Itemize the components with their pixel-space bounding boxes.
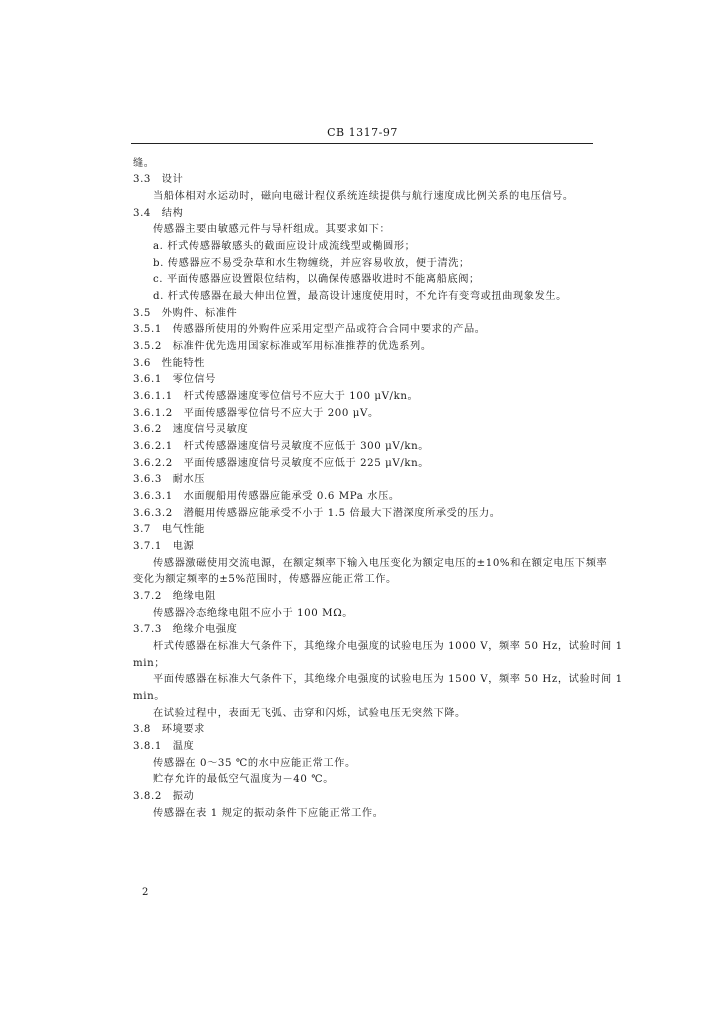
- text-line: 3.5 外购件、标准件: [133, 308, 238, 319]
- text-line: 3.6.1.2 平面传感器零位信号不应大于 200 μV。: [133, 408, 379, 419]
- text-line: 3.6.2.2 平面传感器速度信号灵敏度不应低于 225 μV/kn。: [133, 458, 430, 469]
- text-line: 贮存允许的最低空气温度为－40 ℃。: [153, 774, 335, 785]
- text-line: 3.8 环境要求: [133, 724, 205, 735]
- text-line: 3.6 性能特性: [133, 358, 205, 369]
- text-line: c. 平面传感器应设置限位结构，以确保传感器收进时不能离船底阀；: [153, 274, 480, 285]
- text-line: b. 传感器应不易受杂草和水生物缠绕，并应容易收放，便于清洗；: [153, 258, 470, 269]
- text-line: 3.6.2 速度信号灵敏度: [133, 424, 249, 435]
- page-number: 2: [142, 887, 149, 898]
- text-line: 3.5.2 标准件优先选用国家标准或军用标准推荐的优选系列。: [133, 341, 432, 352]
- text-line: 3.8.1 温度: [133, 741, 195, 752]
- text-line: 传感器主要由敏感元件与导杆组成。其要求如下：: [153, 224, 391, 235]
- text-line: 传感器冷态绝缘电阻不应小于 100 MΩ。: [153, 608, 354, 619]
- text-line: 缝。: [133, 158, 155, 169]
- text-line: 在试验过程中，表面无飞弧、击穿和闪烁，试验电压无突然下降。: [153, 708, 466, 719]
- text-line: min；: [133, 658, 166, 669]
- text-line: 3.7.1 电源: [133, 541, 195, 552]
- text-line: min。: [133, 691, 166, 702]
- text-line: 杆式传感器在标准大气条件下，其绝缘介电强度的试验电压为 1000 V，频率 50 Hz，试验时间 1: [153, 641, 623, 652]
- text-line: 3.6.1 零位信号: [133, 374, 216, 385]
- text-line: 当船体相对水运动时，磁向电磁计程仪系统连续提供与航行速度成比例关系的电压信号。: [153, 191, 574, 202]
- text-line: 3.6.2.1 杆式传感器速度信号灵敏度不应低于 300 μV/kn。: [133, 441, 430, 452]
- header-rule: [131, 143, 593, 144]
- text-line: a. 杆式传感器敏感头的截面应设计成流线型或椭圆形；: [153, 241, 416, 252]
- text-line: 3.6.3.1 水面舰船用传感器应能承受 0.6 MPa 水压。: [133, 491, 400, 502]
- text-line: 3.3 设计: [133, 174, 184, 185]
- text-line: 3.6.1.1 杆式传感器速度零位信号不应大于 100 μV/kn。: [133, 391, 419, 402]
- text-line: 传感器在表 1 规定的振动条件下应能正常工作。: [153, 808, 384, 819]
- text-line: 3.4 结构: [133, 208, 184, 219]
- text-line: 变化为额定频率的±5%范围时，传感器应能正常工作。: [133, 574, 397, 585]
- text-line: 3.8.2 振动: [133, 791, 195, 802]
- text-line: 3.6.3.2 潜艇用传感器应能承受不小于 1.5 倍最大下潜深度所承受的压力。: [133, 508, 501, 519]
- text-line: 3.5.1 传感器所使用的外购件应采用定型产品或符合合同中要求的产品。: [133, 324, 486, 335]
- text-line: 传感器激磁使用交流电源，在额定频率下输入电压变化为额定电压的±10%和在额定电压下频率: [153, 558, 608, 569]
- text-line: 3.7.3 绝缘介电强度: [133, 624, 238, 635]
- text-line: 3.6.3 耐水压: [133, 474, 206, 485]
- text-line: 3.7.2 绝缘电阻: [133, 591, 216, 602]
- text-line: 传感器在 0～35 ℃的水中应能正常工作。: [153, 758, 356, 769]
- document-header-code: CB 1317-97: [327, 126, 398, 139]
- text-line: 平面传感器在标准大气条件下，其绝缘介电强度的试验电压为 1500 V，频率 50 Hz，试验时间 1: [153, 674, 623, 685]
- text-line: d. 杆式传感器在最大伸出位置，最高设计速度使用时，不允许有变弯或扭曲现象发生。: [153, 291, 567, 302]
- text-line: 3.7 电气性能: [133, 524, 205, 535]
